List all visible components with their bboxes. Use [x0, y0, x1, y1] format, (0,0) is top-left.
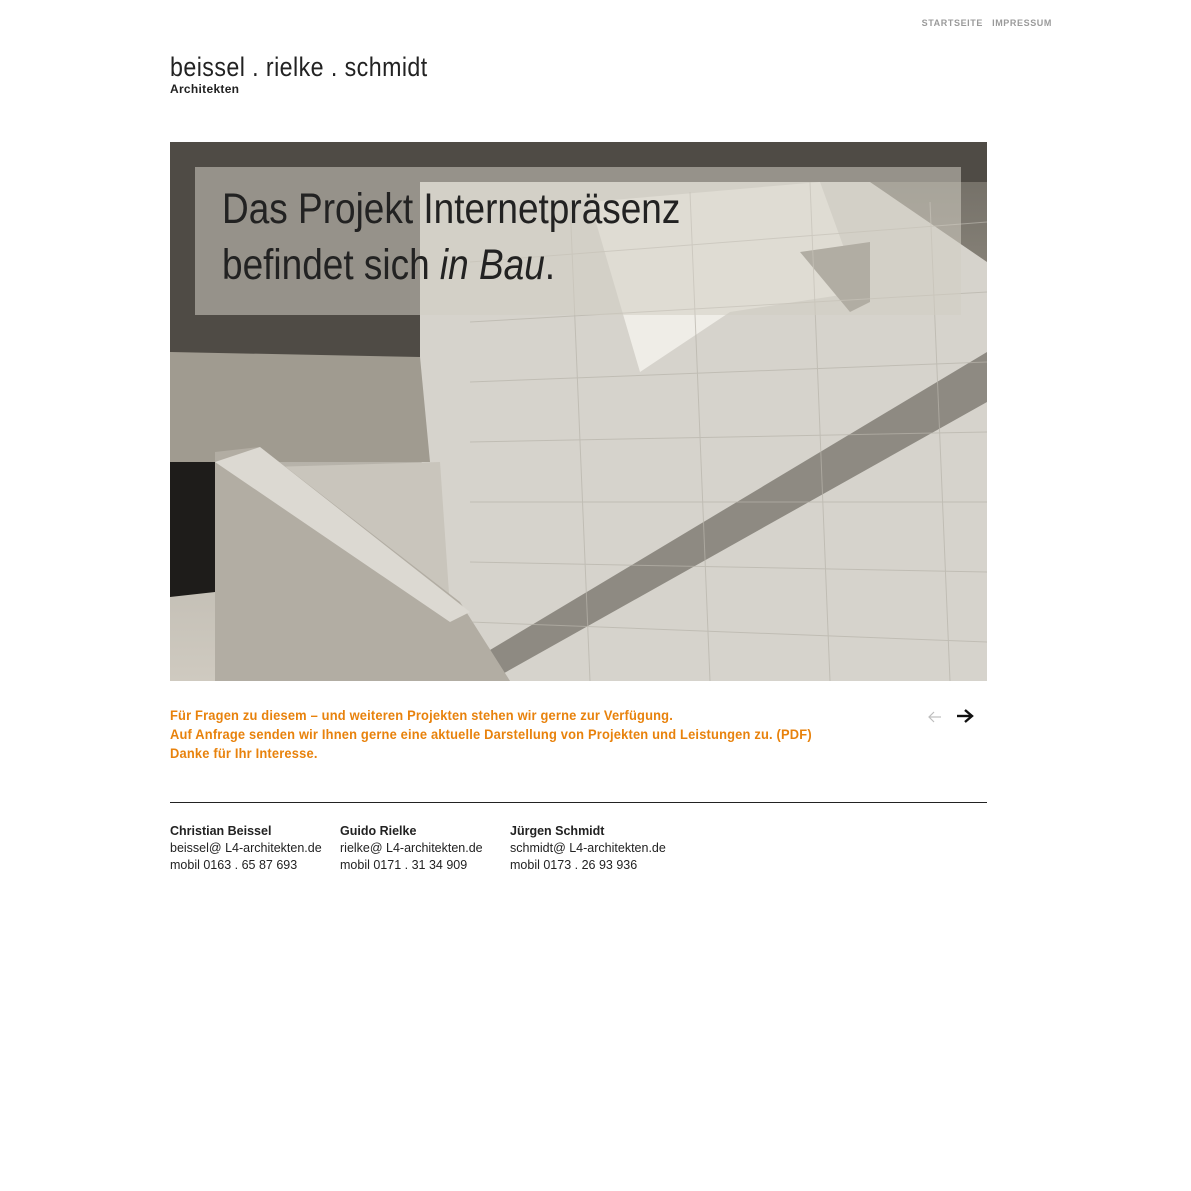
contact-email-link[interactable]: rielke@ L4-architekten.de	[340, 841, 483, 855]
hero-headline-line1: Das Projekt Internetpräsenz	[222, 185, 681, 233]
contact-name: Jürgen Schmidt	[510, 824, 605, 838]
top-navigation	[916, 18, 1052, 28]
contact-phone: mobil 0163 . 65 87 693	[170, 858, 298, 872]
brand-logo[interactable]	[170, 52, 470, 96]
brand-name: beissel . rielke . schmidt	[170, 52, 428, 82]
contact-phone: mobil 0173 . 26 93 936	[510, 858, 638, 872]
arrow-left-icon[interactable]	[928, 711, 942, 723]
contact-beissel	[170, 823, 340, 874]
contact-rielke	[340, 823, 510, 874]
hero-emphasis: in Bau	[439, 241, 545, 289]
contact-email-link[interactable]: schmidt@ L4-architekten.de	[510, 841, 666, 855]
pager	[928, 708, 978, 728]
contact-email-link[interactable]: beissel@ L4-architekten.de	[170, 841, 322, 855]
brand-subtitle: Architekten	[170, 82, 240, 96]
hero-headline-line2: befindet sich in Bau.	[222, 241, 556, 289]
contact-schmidt	[510, 823, 680, 874]
info-line-1: Für Fragen zu diesem – und weiteren Projekten stehen wir gerne zur Verfügung.	[170, 707, 673, 723]
info-text	[170, 706, 868, 763]
contact-name: Christian Beissel	[170, 824, 272, 838]
divider	[170, 802, 987, 803]
hero-image	[170, 142, 987, 681]
contact-name: Guido Rielke	[340, 824, 417, 838]
hero-text-overlay	[195, 167, 961, 315]
info-line-2[interactable]	[170, 725, 812, 744]
nav-impressum-link[interactable]: IMPRESSUM	[992, 18, 1052, 28]
arrow-right-icon[interactable]	[956, 708, 974, 724]
nav-startseite-link[interactable]: STARTSEITE	[921, 18, 983, 28]
info-line-3: Danke für Ihr Interesse.	[170, 745, 318, 761]
pdf-request-link[interactable]: Auf Anfrage senden wir Ihnen gerne eine aktuelle Darstellung von Projekten und Leistungen zu. (PDF)	[170, 726, 812, 742]
contact-phone: mobil 0171 . 31 34 909	[340, 858, 468, 872]
